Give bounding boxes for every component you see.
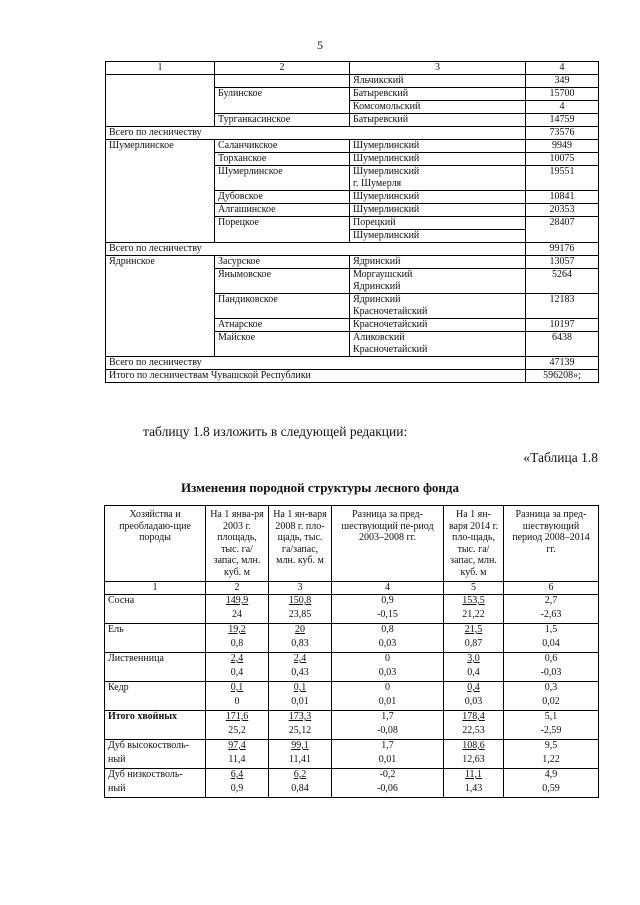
table-row — [106, 75, 599, 88]
area-value-text: 0,6 — [544, 653, 558, 664]
forestry-group-cell: Шумерлинское — [106, 140, 215, 153]
species-name: Лиственница — [105, 653, 206, 668]
area-cell: 28407 — [526, 217, 599, 230]
stock-value: -0,15 — [332, 609, 444, 624]
district-cell: Порецкий — [350, 217, 526, 230]
stock-value: 0,03 — [332, 667, 444, 682]
area-value — [332, 769, 444, 784]
area-value — [504, 740, 599, 755]
area-cell: 13057 — [526, 256, 599, 269]
area-value — [269, 769, 332, 784]
subtotal-label: Всего по лесничеству — [106, 127, 526, 140]
area-value-text: 0,3 — [544, 682, 558, 693]
stock-value: 1,43 — [444, 783, 504, 798]
instruction-paragraph: таблицу 1.8 изложить в следующей редакции: — [143, 424, 408, 439]
species-row-stock — [105, 783, 599, 798]
species-name: Дуб высокостволь- — [105, 740, 206, 755]
species-name-cont — [105, 725, 206, 740]
table-row — [106, 191, 599, 204]
grand-total-value: 596208»; — [526, 370, 599, 383]
stock-value: 0,4 — [206, 667, 269, 682]
header-cell: Хозяйства и преобладаю-щие породы — [105, 506, 206, 582]
table-row — [106, 294, 599, 307]
area-value-text: 9,5 — [544, 740, 558, 751]
area-value — [332, 595, 444, 610]
table-row — [106, 230, 599, 243]
grand-total-label: Итого по лесничествам Чувашской Республики — [106, 370, 526, 383]
subtotal-value: 99176 — [526, 243, 599, 256]
forestry-cell: Атнарское — [215, 319, 350, 332]
area-value — [504, 682, 599, 697]
table-row — [106, 101, 599, 114]
area-cell: 15700 — [526, 88, 599, 101]
area-cell: 10841 — [526, 191, 599, 204]
header-cell: 1 — [106, 62, 215, 75]
district-cell: Комсомольский — [350, 101, 526, 114]
subtotal-row — [106, 357, 599, 370]
column-number: 3 — [269, 582, 332, 595]
district-cell: Шумерлинский — [350, 140, 526, 153]
district-cell: Красночетайский — [350, 344, 526, 357]
header-cell: На 1 янва-ря 2003 г. площадь, тыс. га/запас, млн. куб. м — [206, 506, 269, 582]
table-row — [106, 344, 599, 357]
area-value — [332, 711, 444, 726]
page-number: 5 — [317, 38, 323, 52]
area-value — [206, 769, 269, 784]
forestry-cell: Янымовское — [215, 269, 350, 282]
area-value — [269, 624, 332, 639]
column-number: 1 — [105, 582, 206, 595]
district-cell: Яльчикский — [350, 75, 526, 88]
area-cell: 14759 — [526, 114, 599, 127]
district-cell: Шумерлинский — [350, 191, 526, 204]
species-row — [105, 595, 599, 610]
column-number: 2 — [206, 582, 269, 595]
area-value-text: 3,0 — [467, 653, 480, 664]
area-value-text: 20 — [295, 624, 305, 635]
species-row-stock — [105, 638, 599, 653]
area-value — [444, 595, 504, 610]
species-name-cont: ный — [105, 754, 206, 769]
table-row — [106, 178, 599, 191]
table-row — [106, 140, 599, 153]
area-value-text: 0,4 — [467, 682, 480, 693]
area-cell: 6438 — [526, 332, 599, 345]
forestry-cell: Шумерлинское — [215, 166, 350, 179]
subtotal-row — [106, 127, 599, 140]
area-cell: 10197 — [526, 319, 599, 332]
grand-total-row — [106, 370, 599, 383]
forestry-cell: Торханское — [215, 153, 350, 166]
area-value-text: 4,9 — [544, 769, 558, 780]
subtotal-label: Всего по лесничеству — [106, 243, 526, 256]
area-value — [269, 682, 332, 697]
stock-value: -2,63 — [504, 609, 599, 624]
subtotal-value: 73576 — [526, 127, 599, 140]
area-value-text: 0,1 — [230, 682, 244, 693]
stock-value: 24 — [206, 609, 269, 624]
forestry-cell: Майское — [215, 332, 350, 345]
table-header-row — [106, 62, 599, 75]
area-cell: 20353 — [526, 204, 599, 217]
species-row — [105, 653, 599, 668]
district-cell: Красночетайский — [350, 306, 526, 319]
stock-value: 11,41 — [269, 754, 332, 769]
district-cell: Аликовский — [350, 332, 526, 345]
stock-value: 11,4 — [206, 754, 269, 769]
stock-value: 22,53 — [444, 725, 504, 740]
table-row — [106, 306, 599, 319]
area-value — [444, 682, 504, 697]
stock-value: 0,01 — [332, 754, 444, 769]
area-value-text: 6,2 — [293, 769, 307, 780]
species-name-cont — [105, 638, 206, 653]
district-cell: Шумерлинский — [350, 230, 526, 243]
area-value — [206, 595, 269, 610]
forestry-cell: Алгашинское — [215, 204, 350, 217]
stock-value: 0,04 — [504, 638, 599, 653]
stock-value: 0,59 — [504, 783, 599, 798]
species-name-cont: ный — [105, 783, 206, 798]
table-row — [106, 114, 599, 127]
area-value-text: 21,5 — [464, 624, 483, 635]
area-value-text: 2,7 — [544, 595, 558, 606]
area-value — [504, 624, 599, 639]
species-name: Дуб низкостволь- — [105, 769, 206, 784]
subtotal-value: 47139 — [526, 357, 599, 370]
forestry-cell: Дубовское — [215, 191, 350, 204]
area-value-text: 2,4 — [293, 653, 307, 664]
species-name-cont — [105, 667, 206, 682]
area-value — [332, 653, 444, 668]
area-value — [444, 653, 504, 668]
stock-value: 0,84 — [269, 783, 332, 798]
area-value — [444, 740, 504, 755]
forestry-cell: Порецкое — [215, 217, 350, 230]
area-value-text: 150,8 — [288, 595, 312, 606]
area-value-text: 6,4 — [230, 769, 244, 780]
area-cell: 349 — [526, 75, 599, 88]
header-cell: Разница за пред-шествующий пе-риод 2003–2008 гг. — [332, 506, 444, 582]
species-row-stock — [105, 754, 599, 769]
header-cell: На 1 ян-варя 2014 г. пло-щадь, тыс. га/запас, млн. куб. м — [444, 506, 504, 582]
species-name-cont — [105, 696, 206, 711]
area-cell: 12183 — [526, 294, 599, 307]
area-value-text: 0 — [385, 653, 390, 664]
area-value-text: 1,7 — [381, 711, 394, 722]
area-value-text: 149,9 — [225, 595, 249, 606]
area-cell: 10075 — [526, 153, 599, 166]
area-value — [504, 711, 599, 726]
stock-value: -0,03 — [504, 667, 599, 682]
species-rows — [105, 595, 599, 798]
column-number: 4 — [332, 582, 444, 595]
header-cell: 3 — [350, 62, 526, 75]
table-row — [106, 256, 599, 269]
district-cell: Шумерлинский — [350, 204, 526, 217]
stock-value: 0 — [206, 696, 269, 711]
table-title: Изменения породной структуры лесного фонда — [180, 480, 460, 495]
district-cell: Моргаушский — [350, 269, 526, 282]
species-row — [105, 769, 599, 784]
area-value-text: 19,2 — [228, 624, 246, 635]
area-value — [206, 653, 269, 668]
forestry-cell: Засурское — [215, 256, 350, 269]
header-cell: На 1 ян-варя 2008 г. пло-щадь, тыс. га/запас, млн. куб. м — [269, 506, 332, 582]
species-row — [105, 682, 599, 697]
species-row-stock — [105, 696, 599, 711]
district-cell: Ядринский — [350, 294, 526, 307]
forestry-cell: Турганкасинское — [215, 114, 350, 127]
area-value-text: 1,7 — [381, 740, 394, 751]
area-cell: 9949 — [526, 140, 599, 153]
species-structure-table — [104, 505, 599, 798]
species-name: Итого хвойных — [105, 711, 206, 726]
area-value — [504, 653, 599, 668]
stock-value: -0,06 — [332, 783, 444, 798]
forestry-cell: Пандиковское — [215, 294, 350, 307]
forestry-group-cell: Ядринское — [106, 256, 215, 269]
area-cell: 4 — [526, 101, 599, 114]
stock-value: 0,83 — [269, 638, 332, 653]
table-row — [106, 319, 599, 332]
forestry-cell: Саланчикское — [215, 140, 350, 153]
area-value-text: 2,4 — [230, 653, 244, 664]
table-row — [106, 153, 599, 166]
forestry-districts-table — [105, 61, 599, 383]
area-value — [332, 624, 444, 639]
species-name-cont — [105, 609, 206, 624]
table-row — [106, 269, 599, 282]
table-row — [106, 217, 599, 230]
area-value-text: 0,9 — [381, 595, 394, 606]
table-row — [106, 281, 599, 294]
stock-value: 0,9 — [206, 783, 269, 798]
species-row-stock — [105, 725, 599, 740]
area-value — [206, 624, 269, 639]
column-number: 5 — [444, 582, 504, 595]
species-row-stock — [105, 609, 599, 624]
stock-value: 0,43 — [269, 667, 332, 682]
area-value-text: 5,1 — [544, 711, 558, 722]
header-cell: 4 — [526, 62, 599, 75]
stock-value: -0,08 — [332, 725, 444, 740]
district-cell: Ядринский — [350, 281, 526, 294]
stock-value: 0,4 — [444, 667, 504, 682]
area-value — [269, 711, 332, 726]
column-number-row — [105, 582, 599, 595]
area-value-text: 178,4 — [462, 711, 485, 722]
area-value — [269, 653, 332, 668]
stock-value: 0,01 — [332, 696, 444, 711]
area-value — [504, 769, 599, 784]
district-cell: г. Шумерля — [350, 178, 526, 191]
table-row — [106, 166, 599, 179]
table-caption: «Таблица 1.8 — [523, 450, 598, 465]
header-cell: Разница за пред-шествующий период 2008–2014 гг. — [504, 506, 599, 582]
species-row-stock — [105, 667, 599, 682]
species-row — [105, 711, 599, 726]
district-cell: Красночетайский — [350, 319, 526, 332]
area-value-text: 1,5 — [544, 624, 558, 635]
species-row — [105, 740, 599, 755]
area-value-text: 0 — [385, 682, 390, 693]
stock-value: 0,03 — [332, 638, 444, 653]
area-value — [444, 624, 504, 639]
stock-value: 25,2 — [206, 725, 269, 740]
subtotal-label: Всего по лесничеству — [106, 357, 526, 370]
stock-value: 1,22 — [504, 754, 599, 769]
subtotal-row — [106, 243, 599, 256]
stock-value: 0,8 — [206, 638, 269, 653]
area-value-text: 0,1 — [293, 682, 307, 693]
species-name: Кедр — [105, 682, 206, 697]
district-cell: Батыревский — [350, 114, 526, 127]
area-value — [444, 711, 504, 726]
district-cell: Батыревский — [350, 88, 526, 101]
area-value-text: 171,6 — [225, 711, 249, 722]
stock-value: 0,03 — [444, 696, 504, 711]
area-value — [269, 740, 332, 755]
header-cell: 2 — [215, 62, 350, 75]
area-value — [332, 682, 444, 697]
stock-value: 21,22 — [444, 609, 504, 624]
stock-value: 23,85 — [269, 609, 332, 624]
stock-value: -2,59 — [504, 725, 599, 740]
table-row — [106, 332, 599, 345]
area-value — [504, 595, 599, 610]
stock-value: 0,01 — [269, 696, 332, 711]
area-cell: 5264 — [526, 269, 599, 282]
district-cell: Шумерлинский — [350, 153, 526, 166]
table-row — [106, 204, 599, 217]
area-value-text: 0,8 — [381, 624, 394, 635]
area-value-text: 108,6 — [462, 740, 485, 751]
table-row — [106, 88, 599, 101]
area-value — [206, 711, 269, 726]
column-number: 6 — [504, 582, 599, 595]
area-value-text: 153,5 — [462, 595, 485, 606]
area-value — [206, 740, 269, 755]
area-value — [444, 769, 504, 784]
district-cell: Ядринский — [350, 256, 526, 269]
area-value — [269, 595, 332, 610]
stock-value: 12,63 — [444, 754, 504, 769]
species-name: Сосна — [105, 595, 206, 610]
area-value — [332, 740, 444, 755]
area-value — [206, 682, 269, 697]
stock-value: 25,12 — [269, 725, 332, 740]
table-header-row — [105, 506, 599, 582]
area-value-text: 11,1 — [464, 769, 483, 780]
area-cell: 19551 — [526, 166, 599, 179]
forestry-cell: Булинское — [215, 88, 350, 101]
stock-value: 0,87 — [444, 638, 504, 653]
area-value-text: -0,2 — [379, 769, 396, 780]
species-row — [105, 624, 599, 639]
district-cell: Шумерлинский — [350, 166, 526, 179]
area-value-text: 99,1 — [291, 740, 309, 751]
area-value-text: 97,4 — [228, 740, 246, 751]
stock-value: 0,02 — [504, 696, 599, 711]
species-name: Ель — [105, 624, 206, 639]
area-value-text: 173,3 — [288, 711, 312, 722]
